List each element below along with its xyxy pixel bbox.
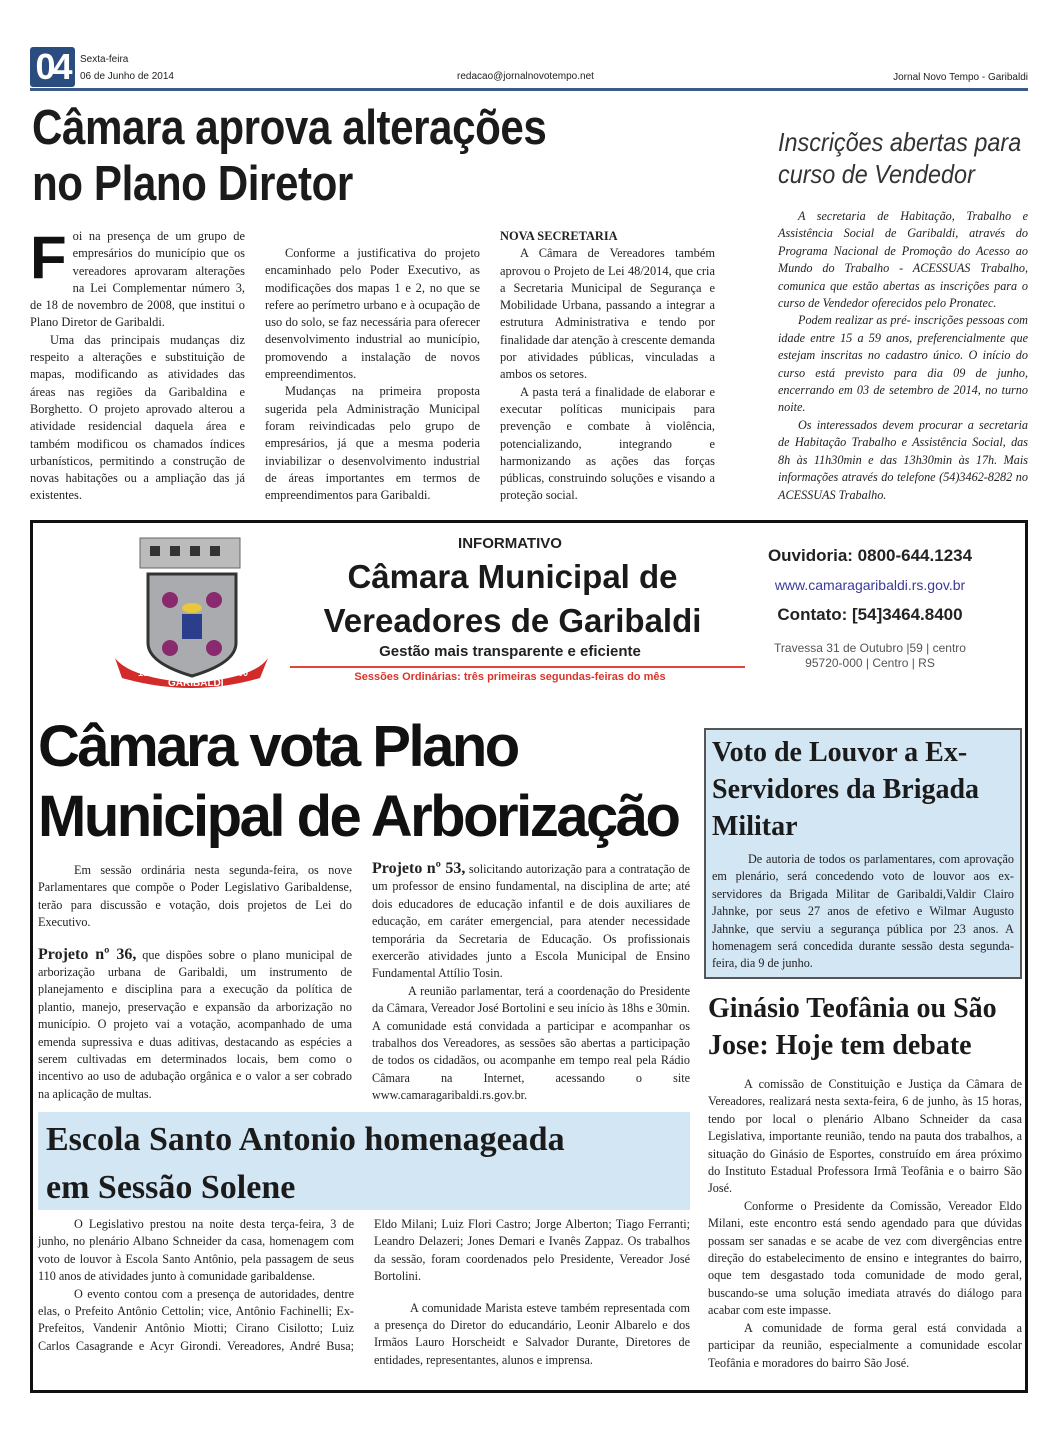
paragraph: A comissão de Constituição e Justiça da Câmara de Vereadores, realizará nesta sexta-feira, 6 de junho, às 15 horas, tendo por local o plenário Albano Schneider da casa Legislativa, importante reunião, tendo na pauta dos trabalhos, a situação do Ginásio de Esportes, construído em área próximo do Instituto Estadual Professora Irmã Teofânia e o bairro São José. [708, 1077, 1022, 1196]
paragraph: Em sessão ordinária nesta segunda-feira, os nove Parlamentares que compõe o Poder Legislativo Garibaldense, terão para discussão e votação, dois projetos de Lei do Executivo. [38, 863, 352, 930]
red-divider [290, 666, 745, 668]
paragraph: Os interessados devem procurar a secretaria de Habitação Trabalho e Assistência Social, das 8h às 11h30min e das 13h30min às 17h. Mais informações através do telefone (54)3462-8282 no ACESSUAS Trabalho. [778, 417, 1028, 502]
crest-name: GARIBALDI [168, 678, 224, 689]
informativo-label: INFORMATIVO [458, 535, 562, 552]
address-line-1: Travessa 31 de Outubro |59 | centro [774, 641, 966, 655]
projeto-label: Projeto nº 36, [38, 945, 137, 963]
page-number: 04 [30, 47, 75, 87]
paragraph: A Câmara de Vereadores também aprovou o Projeto de Lei 48/2014, que cria a Secretaria Municipal de Segurança e Mobilidade Urbana, passando a integrar a estrutura Administrativa e tendo por finalidade dar atenção à crescente demanda por atividades públicas, vinculadas a ambos os setores. [500, 246, 715, 382]
paragraph: Podem realizar as pré- inscrições pessoas com idade entre 15 a 59 anos, preferencialmente que estejam inscritas no cadastro único. O início do curso está previsto para dia 09 de junho, encerrando em 03 de setembro de 2014, no turno noite. [778, 313, 1028, 415]
projeto-text: que dispões sobre o plano municipal de arborização urbana de Garibaldi, um instrumento de planejamento e disciplina para a execução da política de plantio, manejo, preservação e expansão da arborização no município. O projeto vai a votação, acompanhado de uma emenda supressiva e duas aditivas, destacando as espécies a serem cultivadas em determinados locais, bem como o incentivo ao uso de adubação orgânica e o valor a ser cobrado na aplicação de multas. [38, 947, 352, 1101]
paragraph: O evento contou com a presença de autoridades, dentre elas, o Prefeito Antônio Cettolin; vice, Antônio Fachinelli; Ex-Prefeitos, Vandenir Antônio Miotti; Cirano Cisilotto; Luiz Carlos Casagrande e Acyr Girondi. Vereadores, André Busa; Eldo Milani; Luiz Flori Castro; Jorge Alberton; Tiago Ferranti; Leandro Delazeri; Jones Demari e Ivanês Zappaz. Os trabalhos da sessão, foram coordenados pelo Presidente, Vereador José Bortolini. [38, 1217, 690, 1353]
ginasio-title: Ginásio Teofânia ou São Jose: Hoje tem debate [708, 993, 997, 1061]
paragraph: O Legislativo prestou na noite desta terça-feira, 3 de junho, no plenário Albano Schneider da casa, homenagem com voto de louvor à Escola Santo Antônio, pela passagem de seus 110 anos de atividades junto à comunidade garibaldense. [38, 1217, 354, 1284]
paragraph: A pasta terá a finalidade de elaborar e executar políticas municipais para prevenção e combate à violência, potencializando, integrando e harmonizando as ações das forças públicas, construindo soluções e visando a proteção social. [500, 384, 715, 503]
louvor-text-wrap [712, 851, 1014, 973]
garibaldi-crest-logo [110, 528, 275, 693]
title-line: Municipal de Arborização [38, 784, 679, 849]
title-line: curso de Vendedor [778, 159, 975, 189]
article-col-2 [265, 245, 480, 504]
title-line: no Plano Diretor [32, 157, 353, 211]
paragraph: oi na presença de um grupo de empresários do município que os vereadores aprovaram alterações na Lei Complementar número 3, de 18 de novembro de 2008, que institui o Plano Diretor de Garibaldi. [30, 229, 245, 330]
paragraph: Uma das principais mudanças diz respeito a alterações e substituição de mapas, modificando as atividades das áreas nas regiões da Garibaldina e Borghetto. O projeto aprovado alterou a atividade residencial daquela área e também modificou os chamados índices urbanísticos, permitindo a construção de novas habitações ou a ampliação das já existentes. [30, 332, 245, 503]
voto-louvor-box [704, 728, 1022, 979]
paragraph: De autoria de todos os parlamentares, com aprovação em plenário, será concedendo voto de louvor aos ex-servidores da Brigada Militar de Garibaldi,Valdir Clairo Jahnke, por seus 27 anos de efetivo e Wilmar Augusto Jahnke, que serviu a segurança pública por 23 anos. A homenagem será concedida durante sessão desta segunda-feira, dia 9 de junho. [712, 852, 1014, 971]
paragraph: A secretaria de Habitação, Trabalho e Assistência Social de Garibaldi, através do Programa Nacional de Promoção do Acesso ao Mundo do Trabalho - ACESSUAS Trabalho, comunica que estão abertas as inscrições para o curso de Vendedor oferecidos pelo Pronatec. [778, 209, 1028, 311]
header-rule [30, 88, 1028, 91]
subheading: NOVA SECRETARIA [500, 229, 618, 243]
main-col-1 [38, 862, 352, 1103]
paper-name: Jornal Novo Tempo - Garibaldi [893, 72, 1028, 83]
title-line: Inscrições abertas para [778, 127, 1022, 157]
ouvidoria: Ouvidoria: 0800-644.1234 [767, 546, 973, 565]
ginasio-body [708, 1076, 1022, 1372]
date: 06 de Junho de 2014 [80, 71, 174, 82]
title-line: Escola Santo Antonio homenageada [46, 1121, 565, 1158]
main-col-2 [372, 860, 690, 1105]
projeto-text: solicitando autorização para a contratação de um professor de ensino fundamental, na disciplina de arte; até dois educadores de educação infantil e de dois auxiliares de educação, em caráter emergencial, para atender necessidade temporária da Secretaria de Educação. Os profissionais exercerão atividades junto a Escola Municipal de Ensino Fundamental Attílio Tosin. [372, 862, 690, 981]
crest-year-2: 1900 [228, 668, 249, 678]
main-headline [38, 712, 678, 852]
contato: Contato: [54]3464.8400 [777, 605, 963, 624]
louvor-title: Voto de Louvor a Ex-Servidores da Brigada Militar [712, 737, 980, 842]
paragraph: A comunidade de forma geral está convidada a participar da reunião, especialmente a comunidade escolar Teofânia e moradores do bairro São José. [708, 1320, 1022, 1370]
sessions-note: Sessões Ordinárias: três primeiras segundas-feiras do mês [354, 671, 666, 683]
masthead-title [275, 555, 750, 643]
projeto-label: Projeto nº 53, [372, 860, 466, 877]
website-link[interactable]: www.camaragaribaldi.rs.gov.br [774, 577, 966, 593]
escola-headline [38, 1112, 690, 1210]
escola-body [38, 1216, 690, 1374]
sidebar-title [778, 126, 1021, 190]
address-line-2: 95720-000 | Centro | RS [805, 656, 935, 670]
paragraph: A reunião parlamentar, terá a coordenação do Presidente da Câmara, Vereador José Bortolini e seu início às 18hs e 30min. A comunidade está convidada a participar e acompanhar os trabalhos dos Vereadores, as sessões são abertas a participação de todos os cidadãos, ou acompanhe em tempo real pela Rádio Câmara na Internet, acessando o site www.camaragaribaldi.rs.gov.br. [372, 983, 690, 1103]
article-col-3 [500, 228, 715, 505]
paragraph: Conforme o Presidente da Comissão, Vereador Eldo Milani, este encontro está sendo agendado para que dúvidas possam ser sanadas e se acabe de vez com divergências entre direção do estabelecimento de ensino e integrantes do bairro, oque tem desgastado toda comunidade de modo geral, buscando-se uma solução imediata através do diálogo para acabar com este impasse. [708, 1198, 1022, 1318]
paragraph-projeto-53 [372, 860, 690, 983]
email-link[interactable]: redacao@jornalnovotempo.net [457, 71, 594, 82]
crest-year-1: 1870 [138, 668, 159, 678]
title-line: Vereadores de Garibaldi [323, 602, 702, 639]
paragraph: A comunidade Marista esteve também representada com a presença do Diretor do educandário, Leonir Albarelo e dos Irmãos Lauro Horscheidt e Salvador Durante, Diretores de entidades, representantes, alunos e imprensa. [374, 1300, 690, 1367]
weekday: Sexta-feira [80, 54, 129, 65]
drop-cap: F [30, 224, 67, 291]
paragraph-projeto-36 [38, 946, 352, 1104]
title-line: em Sessão Solene [46, 1169, 296, 1206]
sidebar-body [778, 208, 1028, 504]
article-title [32, 100, 546, 212]
title-line: Câmara aprova alterações [32, 101, 547, 155]
paragraph: Conforme a justificativa do projeto encaminhado pelo Poder Executivo, as modificações dos mapas 1 e 2, no que se refere ao perímetro urbano e à ocupação de uso do solo, se faz necessária para oferecer desenvolvimento industrial ao município, promovendo a instalação de novos empreendimentos. [265, 246, 480, 382]
slogan: Gestão mais transparente e eficiente [379, 643, 641, 660]
article-col-1 [30, 224, 245, 505]
paragraph: Mudanças na primeira proposta sugerida pela Administração Municipal foram reivindicadas pelo grupo de empresários, já que a mesma poderia inviabilizar o desenvolvimento industrial de áreas importantes em termos de empreendimentos para Garibaldi. [265, 384, 480, 503]
title-line: Câmara Municipal de [347, 558, 678, 595]
title-line: Câmara vota Plano [38, 714, 518, 779]
